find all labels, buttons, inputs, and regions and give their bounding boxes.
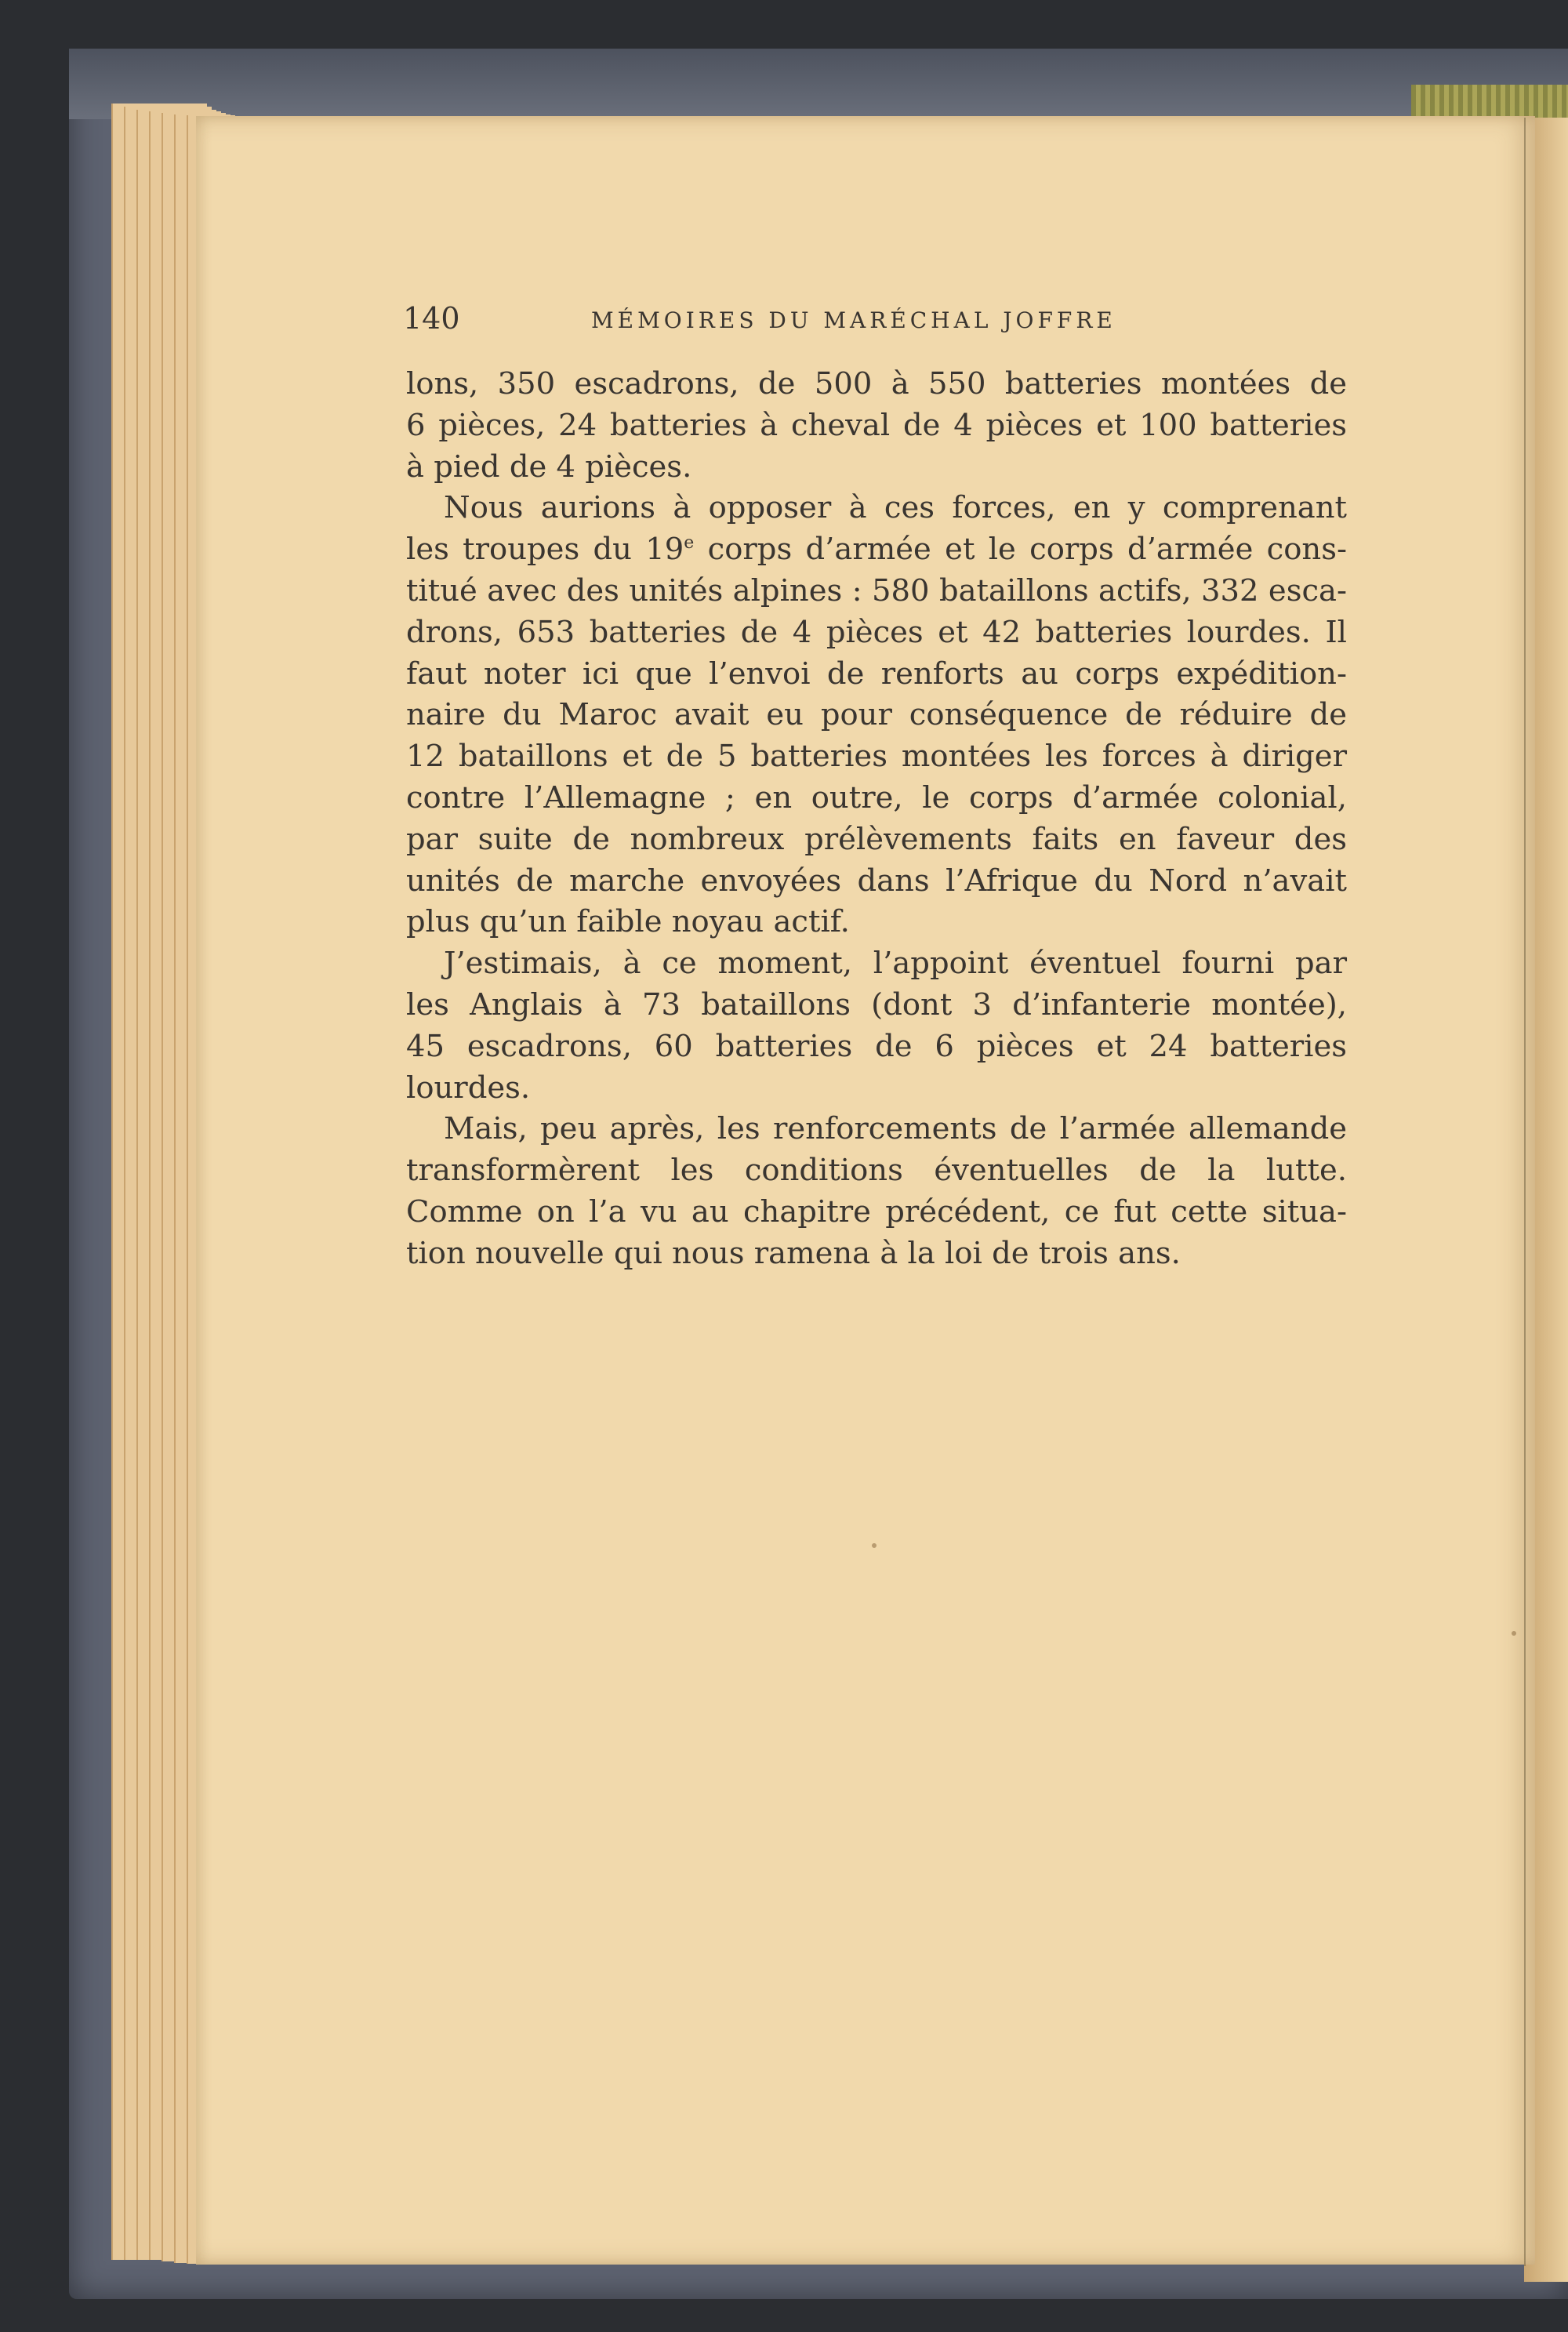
page-gutter	[1524, 118, 1526, 2266]
text-line: 6 pièces, 24 batteries à cheval de 4 pièces et 100 batteries	[406, 407, 1347, 443]
text-line: par suite de nombreux prélèvements faits en faveur des	[406, 821, 1347, 857]
text-line: drons, 653 batteries de 4 pièces et 42 batteries lourdes. Il	[406, 614, 1347, 650]
text-line: unités de marche envoyées dans l’Afrique du Nord n’avait	[406, 863, 1347, 899]
text-line: contre l’Allemagne ; en outre, le corps d’armée colonial,	[406, 779, 1347, 815]
book-cover-top	[69, 49, 1568, 119]
text-line	[406, 529, 1347, 571]
text-line: Comme on l’a vu au chapitre précédent, ce fut cette situa-	[406, 1193, 1347, 1230]
text-line: transformèrent les conditions éventuelles de la lutte.	[406, 1153, 1347, 1189]
text-line: les Anglais à 73 bataillons (dont 3 d’infanterie montée),	[406, 986, 1347, 1023]
superscript: e	[684, 533, 695, 554]
body-text	[406, 364, 1347, 1275]
text-line: faut noter ici que l’envoi de renforts au corps expédition-	[406, 656, 1347, 692]
bookmark-ribbon	[1411, 85, 1568, 119]
text-line: tion nouvelle qui nous ramena à la loi de trois ans.	[406, 1235, 1181, 1271]
text-fragment: corps d’armée et le corps d’armée cons-	[694, 532, 1347, 568]
page-number: 140	[403, 301, 460, 336]
text-line: titué avec des unités alpines : 580 bataillons actifs, 332 esca-	[406, 572, 1347, 608]
text-line: naire du Maroc avait eu pour conséquence de réduire de	[406, 697, 1347, 733]
text-line: plus qu’un faible noyau actif.	[406, 904, 850, 940]
text-line: lons, 350 escadrons, de 500 à 550 batteries montées de	[406, 366, 1347, 401]
text-line: Mais, peu après, les renforcements de l’armée allemande	[444, 1111, 1347, 1147]
text-line: lourdes.	[406, 1070, 531, 1106]
paper-spot	[1512, 1631, 1516, 1636]
text-line: 45 escadrons, 60 batteries de 6 pièces et 24 batteries	[406, 1028, 1347, 1064]
text-line: 12 bataillons et de 5 batteries montées les forces à diriger	[406, 739, 1347, 775]
running-head	[403, 301, 1352, 342]
text-line: Nous aurions à opposer à ces forces, en y comprenant	[444, 490, 1347, 526]
text-line: à pied de 4 pièces.	[406, 449, 692, 485]
text-line: J’estimais, à ce moment, l’appoint éventuel fourni par	[444, 946, 1347, 982]
text-fragment: les troupes du 19	[406, 532, 684, 568]
paper-spot	[872, 1543, 877, 1548]
running-title: MÉMOIRES DU MARÉCHAL JOFFRE	[591, 307, 1116, 333]
